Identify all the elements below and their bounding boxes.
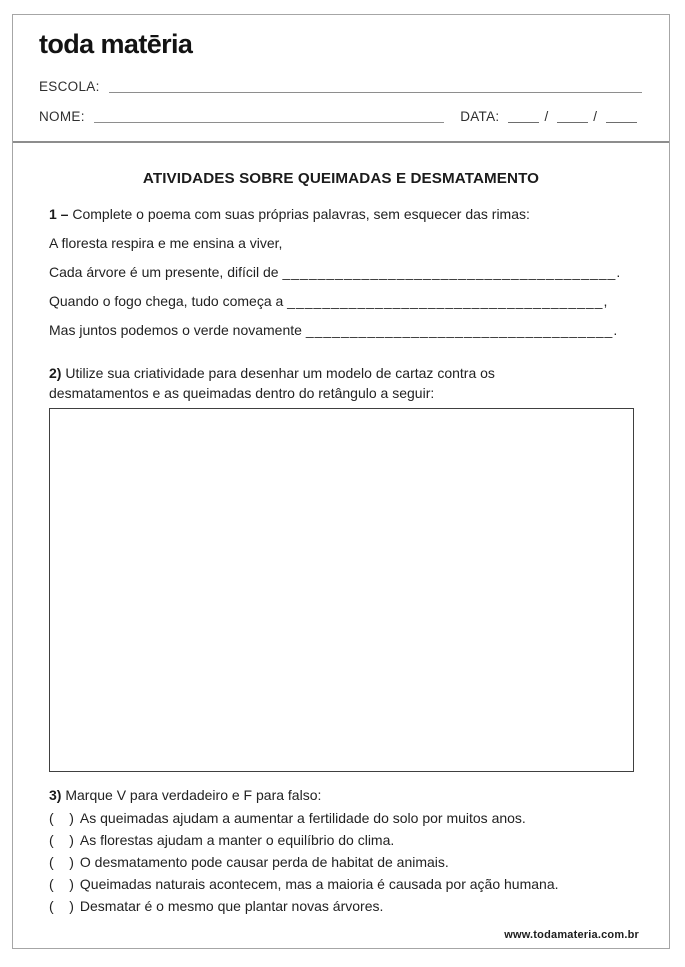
- true-false-statement: As queimadas ajudam a aumentar a fertilidade do solo por muitos anos.: [79, 809, 526, 826]
- escola-blank-line: [109, 83, 642, 93]
- drawing-rectangle: [49, 408, 634, 772]
- true-false-statement: As florestas ajudam a manter o equilíbrio do clima.: [79, 831, 395, 848]
- true-false-item: [49, 899, 633, 915]
- footer-url: www.todamateria.com.br: [504, 929, 639, 941]
- question-3-prompt: Marque V para verdadeiro e F para falso:: [65, 787, 322, 803]
- question-2-prompt-line2: desmatamentos e as queimadas dentro do retângulo a seguir:: [49, 385, 435, 401]
- checkbox-parens: ( ): [49, 809, 74, 826]
- poem-line: [49, 235, 633, 252]
- question-3-number: 3): [49, 787, 62, 803]
- date-day-blank: [508, 113, 539, 123]
- poem-line-text: A floresta respira e me ensina a viver,: [49, 235, 283, 251]
- nome-row: [39, 103, 642, 125]
- page-title: ATIVIDADES SOBRE QUEIMADAS E DESMATAMENTO: [142, 170, 540, 187]
- question-1-number: 1 –: [49, 206, 69, 222]
- header: [13, 15, 669, 143]
- true-false-item: [49, 833, 633, 849]
- poem-line-punctuation: .: [613, 322, 618, 338]
- checkbox-parens: ( ): [49, 897, 74, 914]
- nome-label: NOME:: [39, 109, 85, 124]
- true-false-statement: Queimadas naturais acontecem, mas a maioria é causada por ação humana.: [79, 875, 559, 892]
- checkbox-parens: ( ): [49, 853, 74, 870]
- nome-blank-line: [94, 113, 444, 123]
- poem-line-punctuation: .: [616, 264, 621, 280]
- escola-row: [39, 73, 642, 95]
- question-1-prompt: Complete o poema com suas próprias palavras, sem esquecer das rimas:: [72, 206, 530, 222]
- poem-blank: ___________________________________: [305, 322, 614, 338]
- escola-label: ESCOLA:: [39, 79, 100, 94]
- poem-line-text: Quando o fogo chega, tudo começa a: [49, 293, 288, 309]
- page-frame: [12, 14, 670, 949]
- question-1: [49, 206, 633, 223]
- poem-line: [49, 293, 633, 310]
- checkbox-parens: ( ): [49, 875, 74, 892]
- poem-line: [49, 264, 633, 281]
- question-3: [49, 786, 633, 804]
- true-false-statement: Desmatar é o mesmo que plantar novas árvores.: [79, 897, 384, 914]
- toda-materia-logo: toda matēria: [39, 29, 193, 59]
- question-2-prompt-line1: Utilize sua criatividade para desenhar um modelo de cartaz contra os: [65, 365, 495, 381]
- poem-line-punctuation: ,: [603, 293, 608, 309]
- poem-line: [49, 322, 633, 339]
- worksheet-content: [13, 143, 669, 948]
- poem-blank: ____________________________________: [287, 293, 604, 309]
- true-false-statement: O desmatamento pode causar perda de habitat de animais.: [79, 853, 449, 870]
- poem-blank: ______________________________________: [282, 264, 617, 280]
- date-month-blank: [557, 113, 588, 123]
- checkbox-parens: ( ): [49, 831, 74, 848]
- date-separator: /: [544, 109, 549, 124]
- true-false-item: [49, 855, 633, 871]
- data-label: DATA:: [460, 109, 500, 124]
- data-group: [460, 108, 642, 125]
- date-year-blank: [606, 113, 637, 123]
- poem-line-text: Mas juntos podemos o verde novamente: [49, 322, 306, 338]
- true-false-item: [49, 811, 633, 827]
- true-false-item: [49, 877, 633, 893]
- date-separator: /: [593, 109, 597, 124]
- question-2: [49, 363, 633, 403]
- poem-line-text: Cada árvore é um presente, difícil de: [49, 264, 283, 280]
- question-2-number: 2): [49, 365, 62, 381]
